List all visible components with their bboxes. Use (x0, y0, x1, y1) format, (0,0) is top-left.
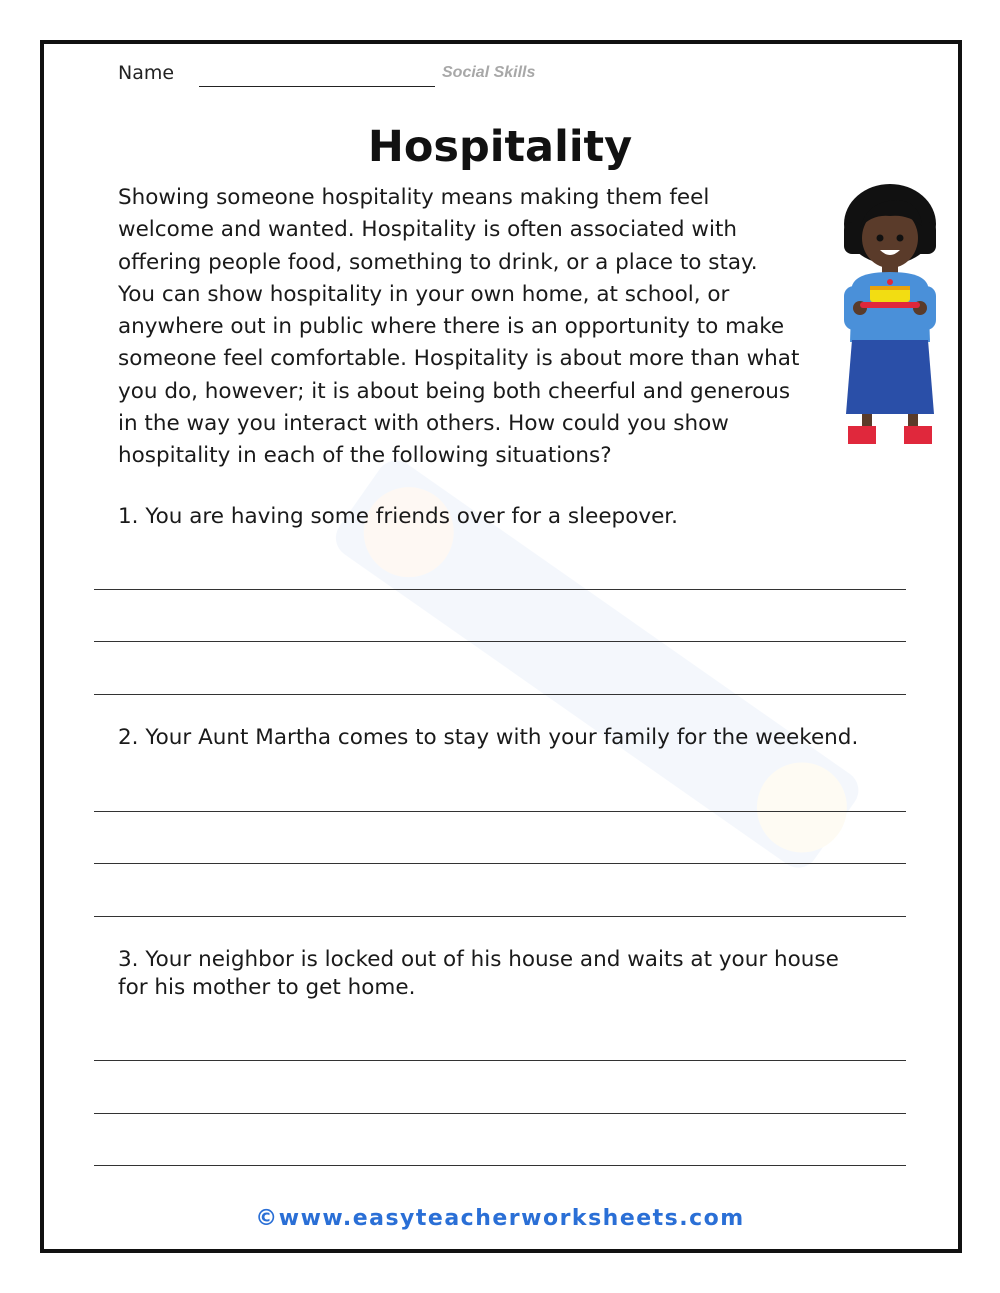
subject-label: Social Skills (442, 64, 536, 81)
intro-line: You can show hospitality in your own home, at school, or (118, 281, 730, 307)
intro-line: in the way you interact with others. How could you show (118, 411, 729, 437)
answer-line-3c[interactable] (94, 1165, 906, 1166)
answer-line-1b[interactable] (94, 641, 906, 642)
footer-website-link[interactable]: ©www.easyteacherworksheets.com (255, 1206, 745, 1231)
question-text: 2. Your Aunt Martha comes to stay with your family for the weekend. (118, 725, 859, 750)
answer-line-2b[interactable] (94, 863, 906, 864)
answer-line-3b[interactable] (94, 1113, 906, 1114)
question-2 (118, 724, 858, 752)
intro-line: welcome and wanted. Hospitality is often associated with (118, 217, 738, 243)
question-text: for his mother to get home. (118, 975, 416, 1000)
girl-holding-cake-icon (838, 182, 942, 450)
intro-line: you do, however; it is about being both cheerful and generous (118, 378, 791, 404)
answer-line-1c[interactable] (94, 694, 906, 695)
name-label: Name (118, 62, 175, 84)
question-text: 1. You are having some friends over for a sleepover. (118, 504, 678, 529)
intro-line: Showing someone hospitality means making them feel (118, 185, 710, 210)
question-text: 3. Your neighbor is locked out of his house and waits at your house (118, 947, 839, 972)
intro-line: offering people food, something to drink, or a place to stay. (118, 249, 758, 275)
answer-line-1a[interactable] (94, 589, 906, 590)
answer-line-3a[interactable] (94, 1060, 906, 1061)
answer-line-2a[interactable] (94, 811, 906, 812)
intro-paragraph (118, 182, 838, 473)
question-1 (118, 503, 678, 531)
intro-line: hospitality in each of the following situations? (118, 443, 612, 469)
answer-line-2c[interactable] (94, 916, 906, 917)
worksheet-title: Hospitality (367, 122, 633, 172)
intro-line: someone feel comfortable. Hospitality is about more than what (118, 346, 800, 372)
name-field[interactable] (199, 86, 435, 87)
question-3 (118, 946, 839, 1002)
intro-line: anywhere out in public where there is an opportunity to make (118, 314, 785, 340)
